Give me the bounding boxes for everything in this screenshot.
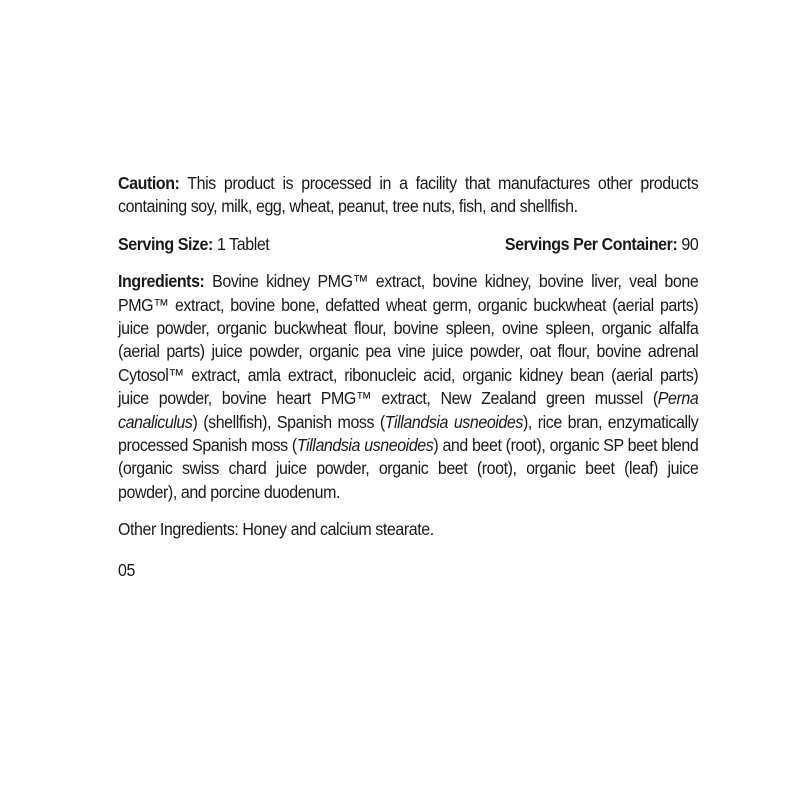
supplement-label-panel bbox=[118, 172, 698, 582]
serving-info-row bbox=[118, 233, 698, 256]
servings-per-container bbox=[505, 233, 698, 256]
caution-statement bbox=[118, 172, 698, 219]
serving-size bbox=[118, 233, 269, 256]
ingredients-label: Ingredients: bbox=[118, 271, 205, 292]
caution-text: This product is processed in a facility that manufactures other products containing soy, milk, egg, wheat, peanut, tree nuts, fish, and shellfish. bbox=[118, 173, 699, 217]
servings-per-container-value: 90 bbox=[677, 233, 699, 254]
caution-label: Caution: bbox=[118, 173, 180, 193]
servings-per-container-label: Servings Per Container: bbox=[504, 233, 678, 254]
serving-size-label: Serving Size: bbox=[118, 233, 213, 254]
ingredients-text-4: ) and beet (root), organic SP beet blend (organic swiss chard juice powder, organic beet (root), organic beet (leaf) juice powder), and porcine duodenum. bbox=[118, 435, 699, 502]
ingredient-latin-name: Tillandsia usneoides bbox=[384, 411, 523, 432]
ingredient-latin-name: Perna canaliculus bbox=[118, 388, 699, 432]
ingredient-latin-name: Tillandsia usneoides bbox=[296, 435, 434, 456]
ingredients-text-3: ), rice bran, enzymatically processed Spanish moss ( bbox=[118, 411, 699, 456]
other-ingredients: Other Ingredients: Honey and calcium stearate. bbox=[118, 519, 434, 540]
ingredients-text-1: Bovine kidney PMG™ extract, bovine kidney, bovine liver, veal bone PMG™ extract, bovine bone, defatted wheat germ, organic buckwheat (aerial parts) juice powder, organic buckwheat flour, bovine spleen, ovine spleen, organic alfalfa (aerial parts) juice powder, organic pea vine juice powder, oat flour, bovine adrenal Cytosol™ extract, amla extract, ribonucleic acid, organic kidney bean (aerial parts) juice powder, bovine heart PMG™ extract, New Zealand green mussel ( bbox=[118, 271, 699, 409]
ingredients-list bbox=[118, 270, 698, 504]
label-code: 05 bbox=[118, 559, 135, 580]
ingredients-text-2: ) (shellfish), Spanish moss ( bbox=[192, 411, 385, 432]
serving-size-value: 1 Tablet bbox=[212, 233, 270, 254]
